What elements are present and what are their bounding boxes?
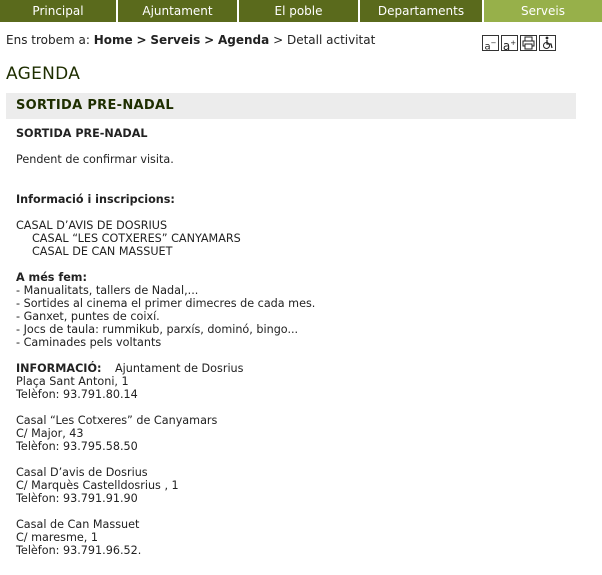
contact-name: Casal de Can Massuet — [16, 518, 140, 531]
contact-block — [16, 362, 576, 375]
page-title: AGENDA — [6, 64, 81, 84]
more-item: - Manualitats, tallers de Nadal,... — [16, 284, 199, 297]
more-item: - Ganxet, puntes de coixí. — [16, 310, 160, 323]
nav-tab-departaments[interactable]: Departaments — [360, 0, 484, 22]
wheelchair-icon[interactable] — [539, 35, 556, 51]
breadcrumb — [6, 33, 375, 47]
breadcrumb-sep: > — [136, 33, 147, 47]
contact-address: C/ maresme, 1 — [16, 531, 98, 544]
breadcrumb-home[interactable]: Home — [93, 33, 133, 47]
nav-tab-serveis[interactable]: Serveis — [484, 0, 602, 22]
contact-address: Plaça Sant Antoni, 1 — [16, 375, 129, 388]
font-smaller-button[interactable]: a− — [482, 35, 499, 51]
contact-phone: Telèfon: 93.791.96.52. — [16, 544, 142, 557]
more-item: - Jocs de taula: rummikub, parxís, dominó, bingo... — [16, 323, 299, 336]
contact-name: Ajuntament de Dosrius — [115, 362, 244, 375]
activity-subtitle: SORTIDA PRE-NADAL — [16, 127, 148, 140]
contact-phone: Telèfon: 93.791.80.14 — [16, 388, 138, 401]
contact-name: Casal D’avis de Dosrius — [16, 466, 148, 479]
contact-phone: Telèfon: 93.795.58.50 — [16, 440, 138, 453]
breadcrumb-sep: > — [273, 33, 284, 47]
contact-address: C/ Marquès Castelldosrius , 1 — [16, 479, 179, 492]
status-text: Pendent de confirmar visita. — [16, 153, 174, 166]
place-item: CASAL DE CAN MASSUET — [32, 245, 173, 258]
more-item: - Caminades pels voltants — [16, 336, 162, 349]
breadcrumb-agenda[interactable]: Agenda — [218, 33, 270, 47]
info-label: INFORMACIÓ: — [16, 362, 102, 375]
contact-name: Casal “Les Cotxeres” de Canyamars — [16, 414, 218, 427]
more-item: - Sortides al cinema el primer dimecres de cada mes. — [16, 297, 316, 310]
contact-address: C/ Major, 43 — [16, 427, 84, 440]
activity-title: SORTIDA PRE-NADAL — [16, 98, 174, 113]
activity-content — [16, 127, 576, 557]
print-icon[interactable] — [520, 35, 537, 51]
font-larger-button[interactable]: a+ — [501, 35, 518, 51]
more-heading: A més fem: — [16, 271, 87, 284]
nav-tab-ajuntament[interactable]: Ajuntament — [118, 0, 239, 22]
nav-tab-el-poble[interactable]: El poble — [239, 0, 360, 22]
place-item: CASAL D’AVIS DE DOSRIUS — [16, 219, 168, 232]
breadcrumb-serveis[interactable]: Serveis — [150, 33, 201, 47]
breadcrumb-prefix: Ens trobem a: — [6, 33, 90, 47]
info-heading: Informació i inscripcions: — [16, 193, 175, 206]
breadcrumb-current: Detall activitat — [286, 33, 376, 47]
place-item: CASAL “LES COTXERES” CANYAMARS — [32, 232, 241, 245]
page-tools — [482, 35, 556, 51]
main-nav — [0, 0, 602, 22]
breadcrumb-sep: > — [204, 33, 215, 47]
nav-tab-principal[interactable]: Principal — [0, 0, 118, 22]
activity-title-bar — [6, 93, 576, 119]
contact-phone: Telèfon: 93.791.91.90 — [16, 492, 138, 505]
